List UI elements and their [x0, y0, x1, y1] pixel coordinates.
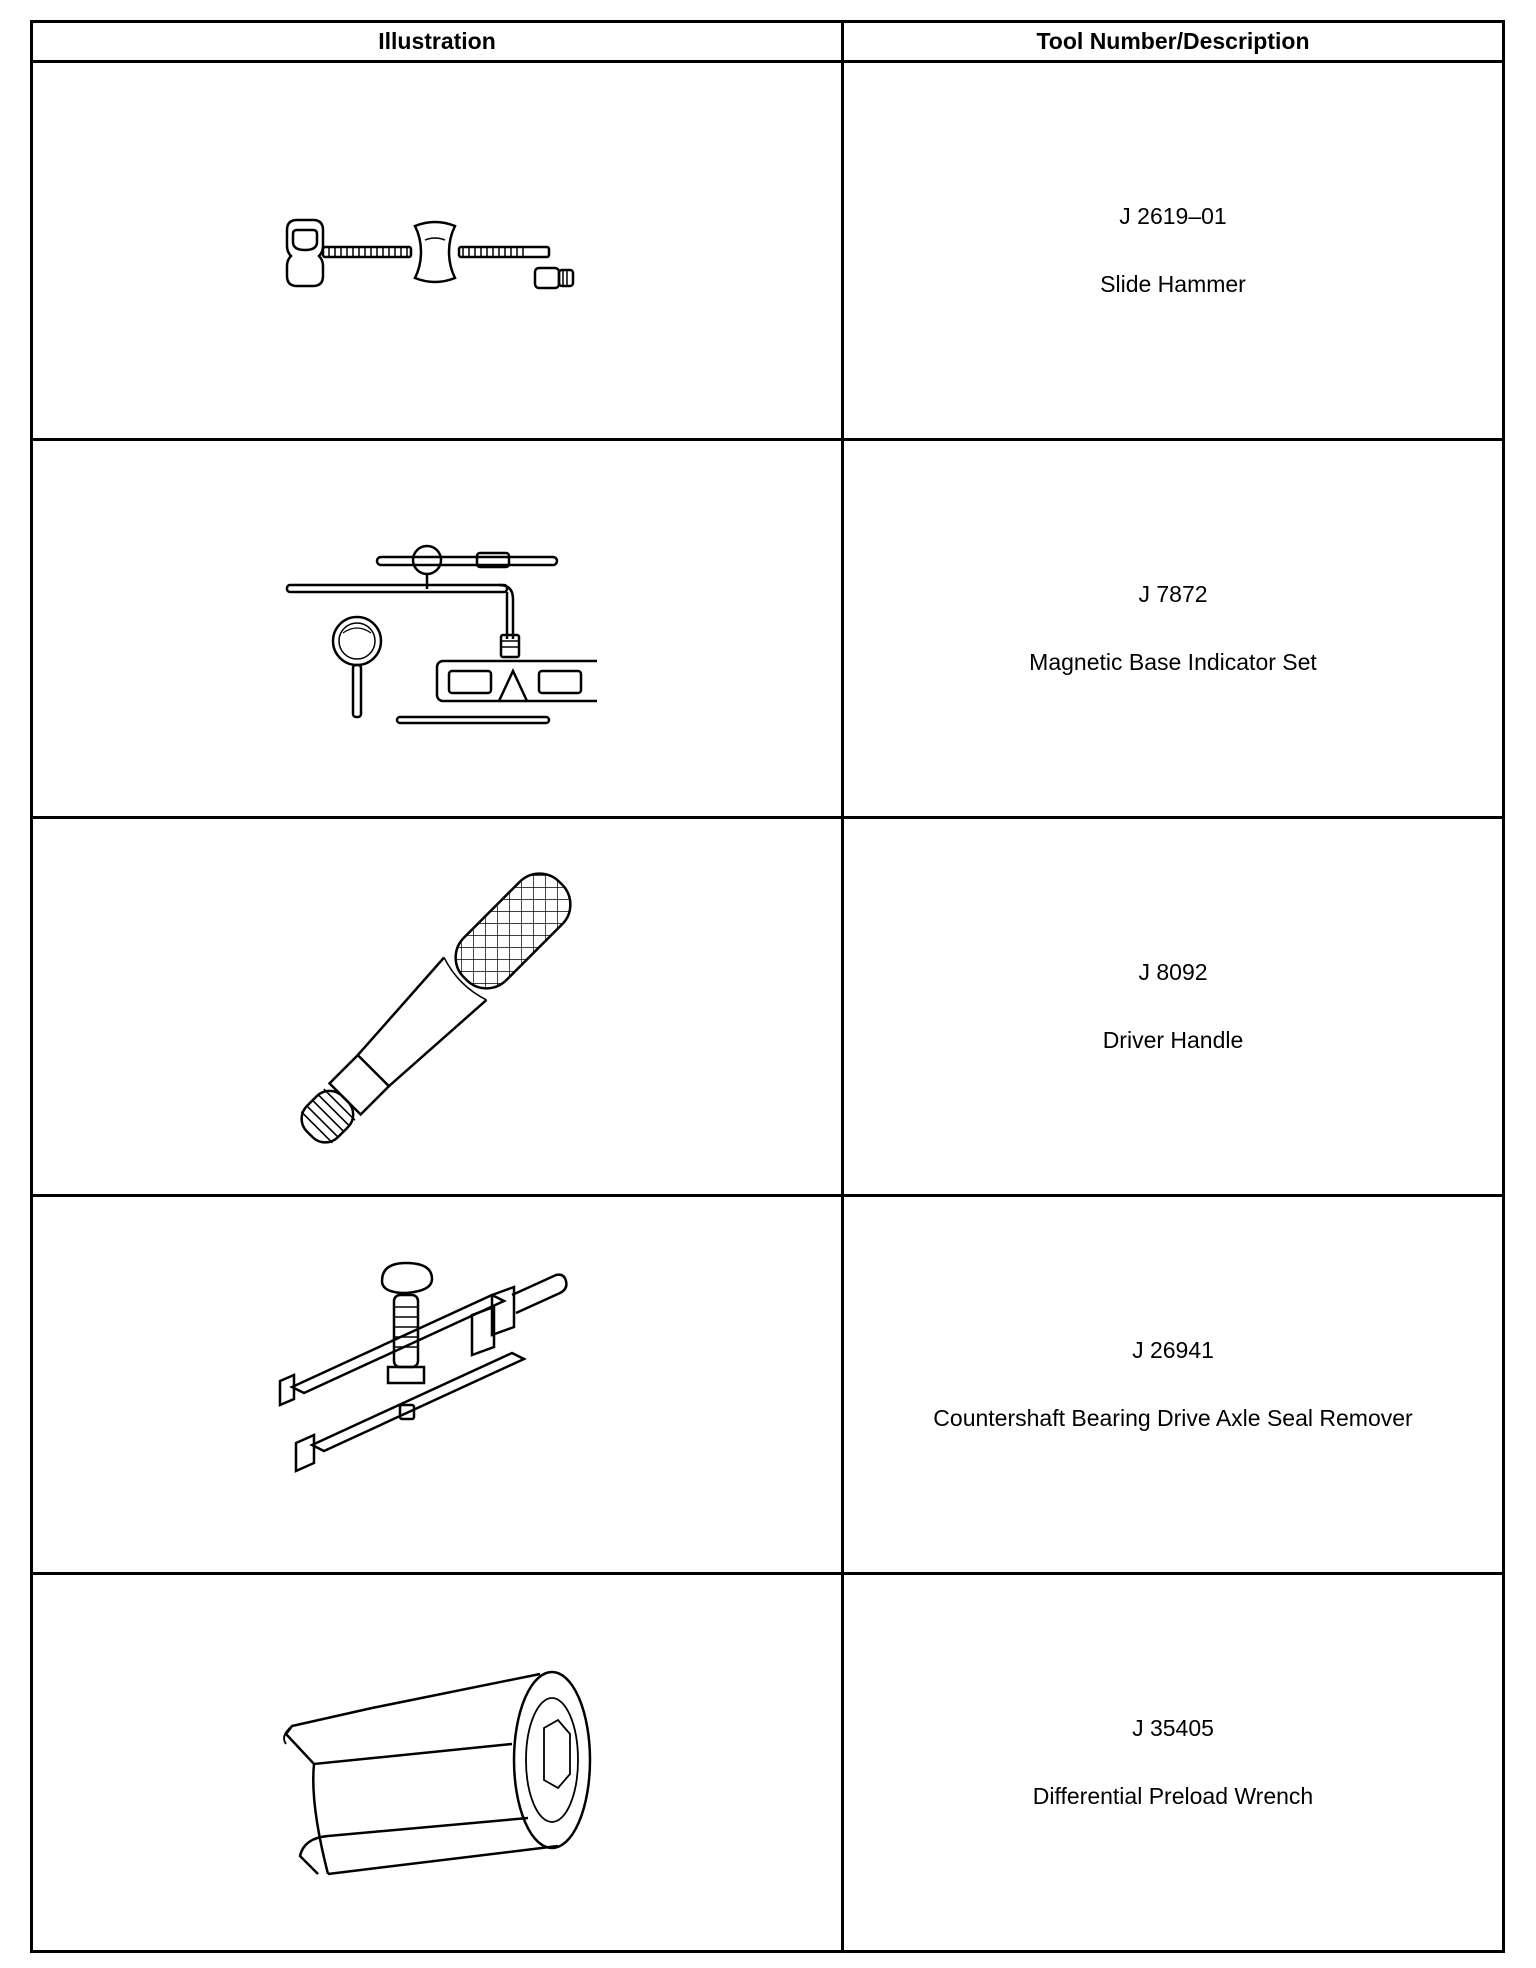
magnetic-base-indicator-icon	[277, 529, 597, 729]
table-row	[32, 1574, 1504, 1952]
table-header-row	[32, 22, 1504, 62]
illustration-cell	[32, 818, 843, 1196]
illustration-cell	[32, 1196, 843, 1574]
description-cell	[843, 1196, 1504, 1574]
description-cell	[843, 440, 1504, 818]
illustration-cell	[32, 62, 843, 440]
table-row	[32, 1196, 1504, 1574]
tool-name: Slide Hammer	[1100, 270, 1246, 297]
tool-number: J 35405	[1132, 1714, 1214, 1741]
description-cell	[843, 62, 1504, 440]
tool-name: Magnetic Base Indicator Set	[1029, 648, 1317, 675]
table-row	[32, 62, 1504, 440]
illustration-header: Illustration	[32, 22, 843, 62]
tool-name: Driver Handle	[1102, 1026, 1244, 1053]
tool-number: J 7872	[1138, 580, 1208, 607]
description-cell	[843, 1574, 1504, 1952]
tool-number: J 26941	[1132, 1336, 1214, 1363]
illustration-cell	[32, 440, 843, 818]
table-row	[32, 440, 1504, 818]
tool-number: J 8092	[1138, 958, 1208, 985]
seal-remover-icon	[272, 1255, 602, 1515]
slide-hammer-icon	[267, 196, 607, 306]
tool-name: Differential Preload Wrench	[1032, 1782, 1314, 1809]
special-tools-table	[30, 20, 1505, 1953]
tool-name: Countershaft Bearing Drive Axle Seal Remover	[933, 1404, 1413, 1431]
table-row	[32, 818, 1504, 1196]
illustration-cell	[32, 1574, 843, 1952]
driver-handle-icon	[272, 847, 602, 1167]
description-header: Tool Number/Description	[843, 22, 1504, 62]
description-cell	[843, 818, 1504, 1196]
preload-wrench-icon	[272, 1648, 602, 1878]
tool-number: J 2619–01	[1119, 202, 1227, 229]
